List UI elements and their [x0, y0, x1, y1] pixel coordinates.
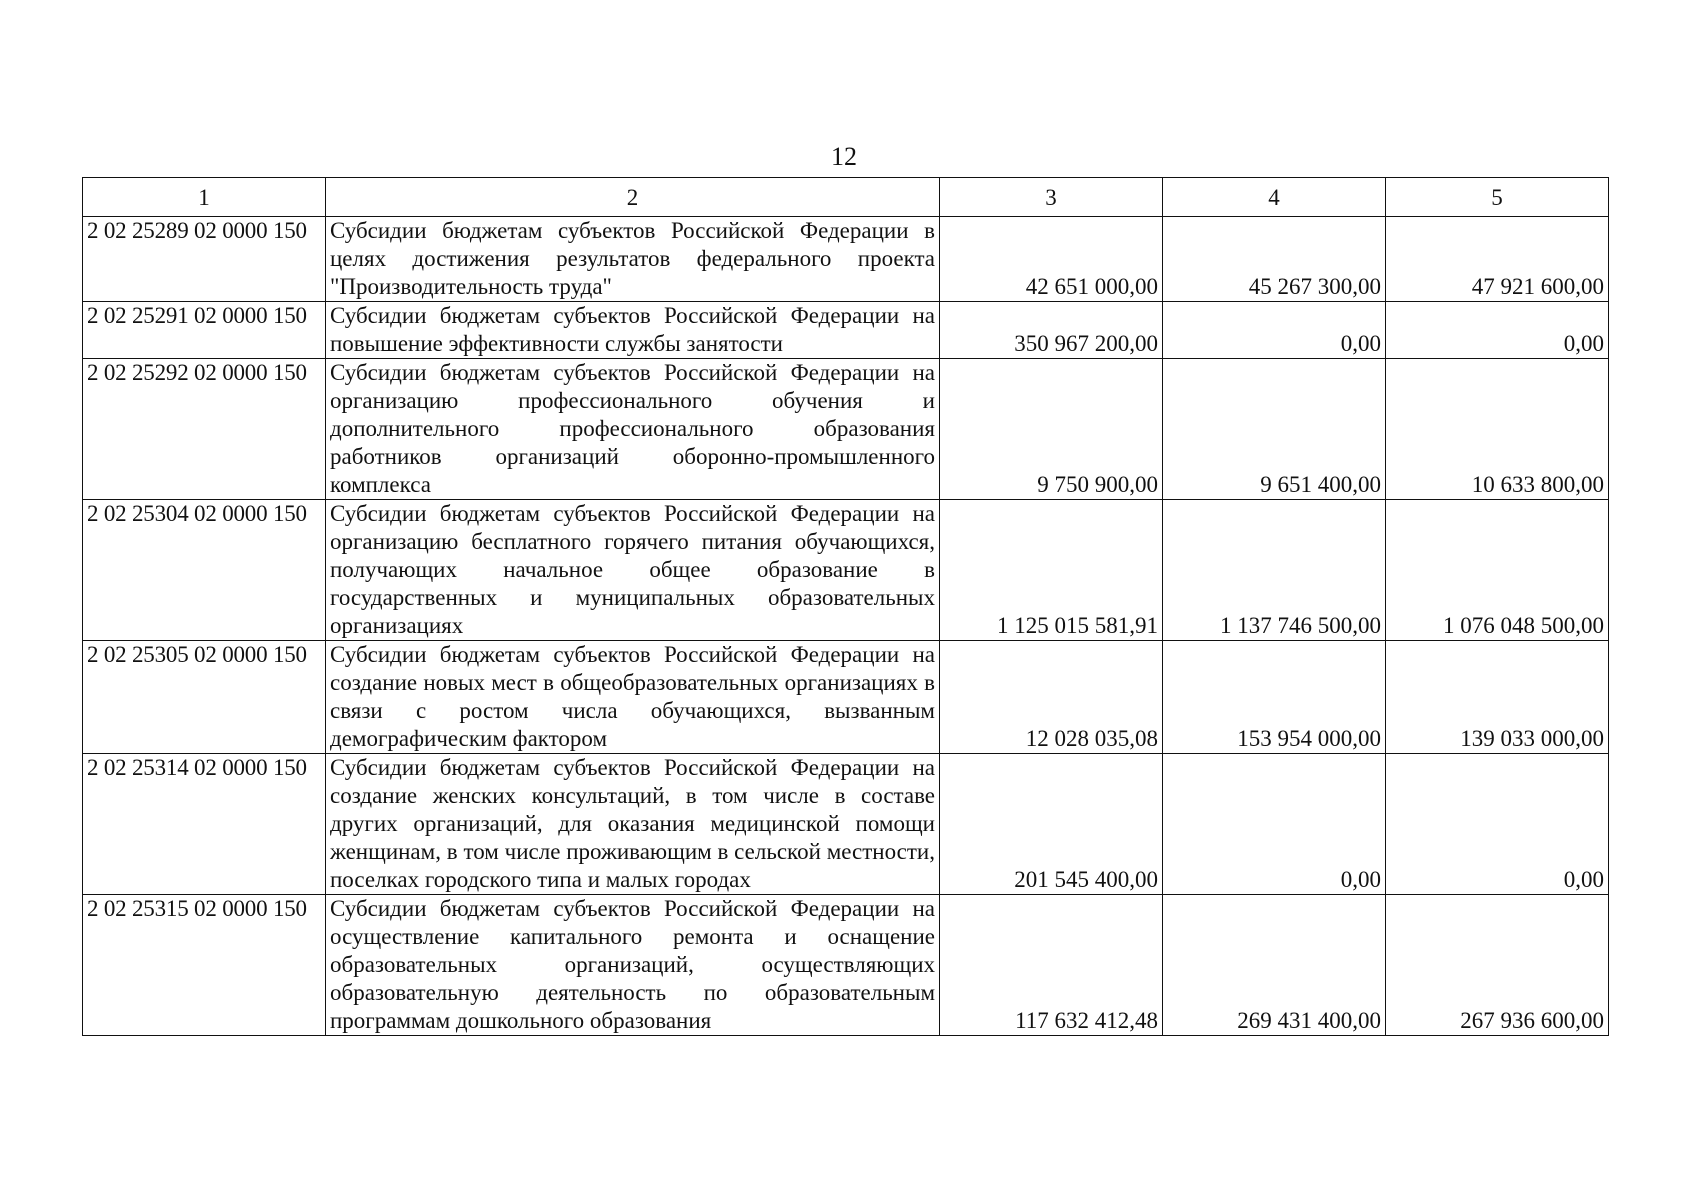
amount-col4: 9 651 400,00 [1163, 359, 1386, 500]
page-number: 12 [831, 142, 857, 171]
budget-code: 2 02 25305 02 0000 150 [83, 641, 326, 754]
item-description: Субсидии бюджетам субъектов Российской Федерации в целях достижения результатов федерального проекта "Производительность труда" [326, 217, 940, 302]
amount-col3: 42 651 000,00 [940, 217, 1163, 302]
column-header-1: 1 [83, 178, 326, 217]
amount-col5: 1 076 048 500,00 [1386, 500, 1609, 641]
amount-col3: 9 750 900,00 [940, 359, 1163, 500]
table-row [83, 754, 1609, 895]
table-row [83, 302, 1609, 359]
amount-col4: 0,00 [1163, 754, 1386, 895]
item-description: Субсидии бюджетам субъектов Российской Федерации на организацию бесплатного горячего питания обучающихся, получающих начальное общее образование в государственных и муниципальных образовательных организациях [326, 500, 940, 641]
column-header-5: 5 [1386, 178, 1609, 217]
item-description: Субсидии бюджетам субъектов Российской Федерации на создание женских консультаций, в том числе в составе других организаций, для оказания медицинской помощи женщинам, в том числе проживающим в сельской местности, поселках городского типа и малых городах [326, 754, 940, 895]
table-row [83, 500, 1609, 641]
amount-col3: 350 967 200,00 [940, 302, 1163, 359]
amount-col5: 267 936 600,00 [1386, 895, 1609, 1036]
budget-code: 2 02 25314 02 0000 150 [83, 754, 326, 895]
column-header-2: 2 [326, 178, 940, 217]
budget-code: 2 02 25304 02 0000 150 [83, 500, 326, 641]
column-header-3: 3 [940, 178, 1163, 217]
budget-code: 2 02 25315 02 0000 150 [83, 895, 326, 1036]
amount-col5: 0,00 [1386, 754, 1609, 895]
table-row [83, 217, 1609, 302]
amount-col4: 1 137 746 500,00 [1163, 500, 1386, 641]
amount-col4: 153 954 000,00 [1163, 641, 1386, 754]
budget-code: 2 02 25291 02 0000 150 [83, 302, 326, 359]
header-row [83, 178, 1609, 217]
column-header-4: 4 [1163, 178, 1386, 217]
budget-table [82, 177, 1609, 1036]
amount-col3: 201 545 400,00 [940, 754, 1163, 895]
amount-col5: 10 633 800,00 [1386, 359, 1609, 500]
budget-code: 2 02 25292 02 0000 150 [83, 359, 326, 500]
amount-col4: 269 431 400,00 [1163, 895, 1386, 1036]
table-row [83, 895, 1609, 1036]
amount-col5: 0,00 [1386, 302, 1609, 359]
amount-col3: 117 632 412,48 [940, 895, 1163, 1036]
table-header [83, 178, 1609, 217]
item-description: Субсидии бюджетам субъектов Российской Федерации на осуществление капитального ремонта и оснащение образовательных организаций, осуществляющих образовательную деятельность по образовательным программам дошкольного образования [326, 895, 940, 1036]
amount-col4: 0,00 [1163, 302, 1386, 359]
amount-col4: 45 267 300,00 [1163, 217, 1386, 302]
table-row [83, 641, 1609, 754]
item-description: Субсидии бюджетам субъектов Российской Федерации на создание новых мест в общеобразовательных организациях в связи с ростом числа обучающихся, вызванным демографическим фактором [326, 641, 940, 754]
table-body [83, 217, 1609, 1036]
amount-col5: 47 921 600,00 [1386, 217, 1609, 302]
item-description: Субсидии бюджетам субъектов Российской Федерации на повышение эффективности службы занятости [326, 302, 940, 359]
item-description: Субсидии бюджетам субъектов Российской Федерации на организацию профессионального обучения и дополнительного профессионального образования работников организаций оборонно-промышленного комплекса [326, 359, 940, 500]
amount-col3: 12 028 035,08 [940, 641, 1163, 754]
table-row [83, 359, 1609, 500]
budget-code: 2 02 25289 02 0000 150 [83, 217, 326, 302]
amount-col5: 139 033 000,00 [1386, 641, 1609, 754]
amount-col3: 1 125 015 581,91 [940, 500, 1163, 641]
